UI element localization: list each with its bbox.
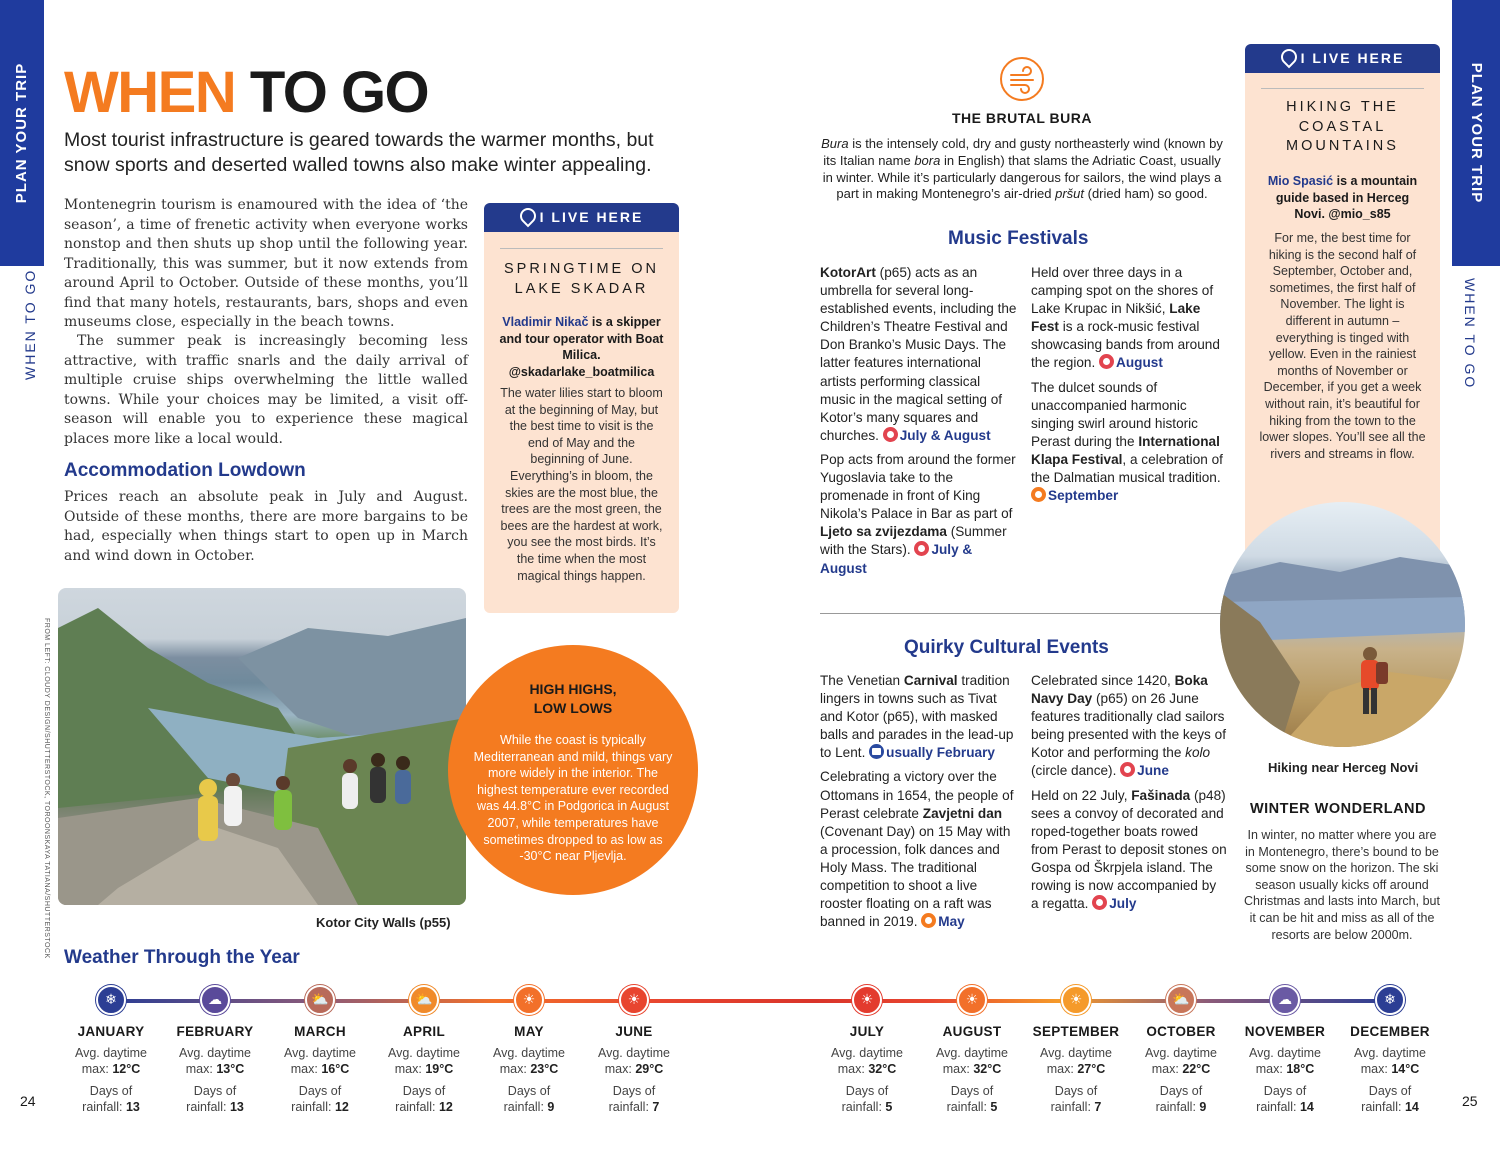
author-bio: is a mountain guide based in Herceg Novi. @mio_s85 [1275,174,1418,221]
sun-icon [619,985,649,1015]
sun-icon [1120,762,1135,777]
weather-heading: Weather Through the Year [64,947,300,968]
sun-icon [1061,985,1091,1015]
music-column-left [820,264,1018,584]
max-label: max: [499,1062,527,1076]
event-when: June [1137,763,1169,779]
intro-text: Most tourist infrastructure is geared towards the warmer months, but snow sports and deserted walled towns also make winter appealing. [64,129,654,176]
month-name: FEBRUARY [176,1024,254,1039]
max-temp: 32°C [973,1062,1002,1076]
max-label: max: [1360,1062,1388,1076]
author-name: Vladimir Nikač [502,315,589,329]
when-to-go-side-label: WHEN TO GO [22,268,38,380]
snow-icon [1375,985,1405,1015]
month-october [1126,985,1236,1115]
plan-your-trip-tab-label: PLAN YOUR TRIP [13,62,30,204]
month-november [1230,985,1340,1115]
rain-days: 13 [125,1100,140,1114]
month-name: OCTOBER [1146,1024,1216,1039]
live-text-hiking: For me, the best time for hiking is the second half of September, October and, sometimes, the first half of November. The light is different in autumn – everything is tinged with yellow. Even in the rainiest months of November or December, if you get a week without rain, it’s beautiful for hiking from the town to the lower slopes. You’ll see all the rivers and streams in flow. [1259,231,1426,461]
event-date [883,428,991,443]
high-highs-title: HIGH HIGHS, LOW LOWS [529,681,617,716]
month-name: DECEMBER [1350,1024,1430,1039]
days-label: Days of [402,1084,446,1098]
month-rain [812,1083,922,1115]
month-temp [1230,1045,1340,1077]
event-date [1031,488,1118,503]
live-title-skadar: SPRINGTIME ON LAKE SKADAR [503,261,659,297]
event-text: (circle dance). [1031,763,1117,779]
avg-label: Avg. daytime [178,1046,252,1060]
event-date [921,914,964,929]
rain-label: rainfall: [1050,1100,1091,1114]
event-text: (Covenant Day) on 15 May with a procession, folk dances and Holy Mass. The traditional competition to shoot a live rooster floating on a raft was banned in 2019. [820,823,1011,930]
event-date [1120,763,1169,778]
weather-glyph: ❄ [1384,992,1396,1008]
i-live-here-label: I LIVE HERE [1300,50,1405,66]
month-rain [265,1083,375,1115]
days-label: Days of [193,1084,237,1098]
avg-label: Avg. daytime [597,1046,671,1060]
cloud-sun-icon [305,985,335,1015]
quirky-column-right [1031,672,1227,919]
rain-days: 12 [334,1100,349,1114]
event-text: Held over three days in a camping spot on the shores of Lake Krupac in Nikšić, [1031,265,1214,317]
title-to-go: TO GO [249,60,429,125]
event-text: Celebrating a victory over the Ottomans in 1654, the people of Perast celebrate [820,769,1014,821]
bura-word: Bura [821,136,849,151]
kolo-word: kolo [1185,745,1211,761]
month-name: AUGUST [942,1024,1002,1039]
max-temp: 32°C [868,1062,897,1076]
month-march [265,985,375,1115]
event-when: July & August [820,542,973,576]
month-may [474,985,584,1115]
live-text-skadar: The water lilies start to bloom at the beginning of May, but the best time to visit is the end of May and the beginning of June. Everything’s in bloom, the skies are the most blue, the trees are the most green, the bees are the hardest at work, you see the most birds. It’s the time when the most magical things happen. [500,386,663,583]
calendar-icon [869,744,884,759]
sun-icon [852,985,882,1015]
event-date [1099,355,1163,370]
body-paragraph-2: The summer peak is increasingly becoming less attractive, with traffic snarls and the daily arrival of multiple cruise ships overwhelming the little walled towns. While your choices may be limited, a visit off-season will enable you to experience these magical places more like a local would. [64,333,468,447]
location-pin-icon [516,205,539,228]
sun-icon [914,541,929,556]
month-rain [917,1083,1027,1115]
avg-label: Avg. daytime [1353,1046,1427,1060]
event-name: KotorArt [820,265,876,280]
landscape-illustration [58,588,466,905]
live-author-hiking [1259,173,1426,223]
photo-caption-kotor: Kotor City Walls (p55) [316,915,451,930]
month-april [369,985,479,1115]
high-highs-text: While the coast is typically Mediterranean and mild, things vary more widely in the interior. The highest temperature ever recorded was 44.8°C in Podgorica in August 2007, while temperatures have sometimes dropped to as low as -30°C near Pljevlja. [473,733,673,864]
live-title-hiking: HIKING THE COASTAL MOUNTAINS [1286,99,1399,154]
sun-icon [957,985,987,1015]
quirky-item-boka [1031,672,1227,781]
month-rain [1126,1083,1236,1115]
month-rain [1335,1083,1445,1115]
days-label: Days of [845,1084,889,1098]
wind-icon [1000,57,1044,101]
live-author-skadar [496,314,667,380]
days-label: Days of [507,1084,551,1098]
max-temp: 12°C [112,1062,141,1076]
rain-days: 7 [652,1100,660,1114]
photo-caption-hiking: Hiking near Herceg Novi [1268,760,1419,775]
sun-icon [1099,354,1114,369]
plan-your-trip-tab-right[interactable] [1452,0,1500,266]
rain-days: 7 [1094,1100,1102,1114]
month-rain [160,1083,270,1115]
avg-label: Avg. daytime [1248,1046,1322,1060]
sun-icon [883,427,898,442]
bura-text-1: is the intensely cold, dry and gusty northeasterly wind (known by its Italian name [823,136,1223,168]
rain-days: 5 [885,1100,893,1114]
event-text: (p65) acts as an umbrella for several long-established events, including the Children’s Theatre Festival and Don Branko’s Music Days. The latter features international artists performing classical music in the magical setting of Kotor’s many squares and churches. [820,265,1017,443]
quirky-events-heading: Quirky Cultural Events [904,637,1109,658]
event-text: (Summer with the Stars). [820,524,1007,558]
month-january [56,985,166,1115]
rain-label: rainfall: [186,1100,227,1114]
rain-days: 9 [1199,1100,1207,1114]
music-item-lake-fest [1031,264,1227,373]
month-july [812,985,922,1115]
event-name: Lake Fest [1031,301,1201,335]
event-text: Celebrated since 1420, [1031,673,1175,688]
month-rain [56,1083,166,1115]
max-temp: 14°C [1391,1062,1420,1076]
event-text: is a rock-music festival showcasing bands from around the region. [1031,319,1220,371]
max-temp: 27°C [1077,1062,1106,1076]
avg-label: Avg. daytime [74,1046,148,1060]
month-name: JUNE [615,1024,653,1039]
rain-cloud-icon [1270,985,1300,1015]
month-temp [812,1045,922,1077]
accommodation-text: Prices reach an absolute peak in July and August. Outside of these months, there are more bargains to be had, especially when things start to open up in March and wind down in October. [64,489,468,564]
bura-title: THE BRUTAL BURA [952,110,1092,126]
month-temp [1021,1045,1131,1077]
weather-glyph: ☀ [627,992,641,1008]
rain-cloud-icon [200,985,230,1015]
max-temp: 18°C [1286,1062,1315,1076]
rain-days: 12 [438,1100,453,1114]
month-name: JANUARY [77,1024,145,1039]
event-text: The dulcet sounds of unaccompanied harmonic singing swirl around historic Perast during the [1031,379,1198,449]
bura-text-3: (dried ham) so good. [1084,186,1208,202]
days-label: Days of [950,1084,994,1098]
avg-label: Avg. daytime [830,1046,904,1060]
title-when: WHEN [64,60,236,125]
body-paragraph-1: Montenegrin tourism is enamoured with the idea of ‘the season’, a time of frenetic activity when everyone works nonstop and then shuts up shop until the following year. Traditionally, this was summer, but it now extends from around April to October. Outside of these months, you’ll find that many hotels, restaurants, bars, shops and even museums close, especially in the beach towns. [64,197,468,330]
month-february [160,985,270,1115]
sun-icon [921,913,936,928]
location-pin-icon [1277,46,1300,69]
max-temp: 16°C [321,1062,350,1076]
page-number-left: 24 [20,1093,36,1109]
event-when: July [1109,896,1137,912]
month-name: APRIL [403,1024,445,1039]
month-temp [474,1045,584,1077]
max-label: max: [837,1062,865,1076]
music-item-ljeto [820,451,1018,578]
month-name: MARCH [294,1024,346,1039]
bura-text-2: in English) that slams the Adriatic Coast, usually in winter. While it’s particularly dangerous for sailors, the wind plays a part in making Montenegro’s air-dried [822,152,1222,202]
month-rain [369,1083,479,1115]
avg-label: Avg. daytime [492,1046,566,1060]
sun-icon [1031,487,1046,502]
mountain-illustration [1220,502,1465,747]
days-label: Days of [1054,1084,1098,1098]
month-september [1021,985,1131,1115]
sun-icon [1092,895,1107,910]
month-december [1335,985,1445,1115]
wind-glyph [1002,59,1042,99]
month-name: NOVEMBER [1244,1024,1326,1039]
weather-glyph: ☁ [208,992,222,1008]
rain-label: rainfall: [946,1100,987,1114]
month-temp [1335,1045,1445,1077]
max-label: max: [394,1062,422,1076]
event-date [1092,896,1136,911]
event-text: (p48) sees a convoy of decorated and roped-together boats rowed from Perast to deposit stones on Gospa od Škrpjela island. The rowing is now accompanied by a regatta. [1031,787,1227,912]
event-text: (p65) on 26 June features traditionally clad sailors being presented with the keys of Kotor and performing the [1031,691,1226,761]
month-temp [1126,1045,1236,1077]
max-temp: 22°C [1182,1062,1211,1076]
event-name: Carnival [903,673,958,688]
days-label: Days of [1159,1084,1203,1098]
rain-days: 14 [1404,1100,1419,1114]
event-when: usually February [886,745,995,761]
i-live-here-box-skadar [484,203,679,613]
month-rain [1230,1083,1340,1115]
when-to-go-side-label: WHEN TO GO [1462,278,1478,390]
event-text: Held on 22 July, [1031,787,1132,803]
weather-glyph: ⛅ [415,992,433,1008]
max-temp: 19°C [425,1062,454,1076]
music-festivals-heading: Music Festivals [948,228,1089,249]
weather-glyph: ❄ [105,992,117,1008]
weather-glyph: ☀ [1069,992,1083,1008]
month-temp [56,1045,166,1077]
max-label: max: [81,1062,109,1076]
music-item-kotorart [820,264,1018,445]
weather-glyph: ☁ [1278,992,1292,1008]
divider [500,248,663,249]
quirky-item-carnival [820,672,1020,762]
max-label: max: [1151,1062,1179,1076]
max-label: max: [1046,1062,1074,1076]
event-when: August [1116,355,1163,371]
rain-label: rainfall: [1256,1100,1297,1114]
max-label: max: [1255,1062,1283,1076]
winter-text: In winter, no matter where you are in Montenegro, there’s bound to be some snow on the horizon. The ski season usually kicks off around Christmas and lasts into March, but it can be hit and miss as all of the resorts are below 2000m. [1244,828,1440,942]
avg-label: Avg. daytime [1039,1046,1113,1060]
event-text: Pop acts from around the former Yugoslavia take to the promenade in front of King Nikola’s Palace in Bar as part of [820,451,1016,522]
max-temp: 13°C [216,1062,245,1076]
rain-label: rainfall: [503,1100,544,1114]
avg-label: Avg. daytime [387,1046,461,1060]
hiking-photo [1220,502,1465,747]
event-text: , a celebration of the Dalmatian musical tradition. [1031,451,1223,486]
month-temp [579,1045,689,1077]
event-text: tradition lingers in towns such as Tivat and Kotor (p65), with masked balls and parades in the lead-up to Lent. [820,673,1014,761]
bura-text [818,136,1226,203]
winter-title: WINTER WONDERLAND [1249,801,1427,817]
quirky-item-zavjetni [820,768,1020,931]
prsut-word: pršut [1055,186,1085,202]
month-rain [474,1083,584,1115]
avg-label: Avg. daytime [283,1046,357,1060]
rain-label: rainfall: [1155,1100,1196,1114]
page-title [64,56,428,130]
avg-label: Avg. daytime [935,1046,1009,1060]
rain-label: rainfall: [841,1100,882,1114]
max-temp: 29°C [635,1062,664,1076]
quirky-item-fasinada [1031,787,1227,914]
sun-icon [514,985,544,1015]
bora-word: bora [914,152,941,168]
snow-icon [96,985,126,1015]
rain-days: 14 [1299,1100,1314,1114]
max-label: max: [942,1062,970,1076]
rain-days: 9 [547,1100,555,1114]
author-bio: is a skipper and tour operator with Boat Milica. @skadarlake_boatmilica [499,315,664,379]
month-name: MAY [514,1024,544,1039]
section-divider [820,613,1222,614]
days-label: Days of [612,1084,656,1098]
page-number-right: 25 [1462,1093,1478,1109]
max-label: max: [604,1062,632,1076]
event-name: Fašinada [1131,787,1191,803]
month-temp [917,1045,1027,1077]
author-name: Mio Spasić [1267,174,1334,188]
rain-days: 5 [990,1100,998,1114]
month-temp [160,1045,270,1077]
month-august [917,985,1027,1115]
plan-your-trip-tab-label: PLAN YOUR TRIP [1468,62,1485,204]
event-when: July & August [899,427,991,443]
rain-label: rainfall: [395,1100,436,1114]
month-name: SEPTEMBER [1032,1024,1120,1039]
event-name: International Klapa Festival [1031,433,1220,467]
days-label: Days of [89,1084,133,1098]
photo-credit: FROM LEFT: CLOUDY DESIGN/SHUTTERSTOCK, TOROONSKAYA TATIANA/SHUTTERSTOCK [43,618,50,959]
i-live-here-header [1245,44,1440,73]
weather-glyph: ☀ [965,992,979,1008]
max-label: max: [185,1062,213,1076]
month-temp [369,1045,479,1077]
quirky-column-left [820,672,1020,937]
event-when: May [938,914,965,930]
kotor-city-walls-photo [58,588,466,905]
event-name: Ljeto sa zvijezdama [820,524,947,540]
event-name: Boka Navy Day [1031,673,1208,707]
accommodation-heading: Accommodation Lowdown [64,460,306,481]
max-temp: 23°C [530,1062,559,1076]
month-rain [579,1083,689,1115]
month-june [579,985,689,1115]
plan-your-trip-tab-left[interactable] [0,0,44,266]
i-live-here-header [484,203,679,232]
event-name: Zavjetni dan [922,805,1003,821]
month-name: JULY [849,1024,885,1039]
max-label: max: [290,1062,318,1076]
avg-label: Avg. daytime [1144,1046,1218,1060]
rain-label: rainfall: [82,1100,123,1114]
rain-label: rainfall: [291,1100,332,1114]
days-label: Days of [298,1084,342,1098]
month-rain [1021,1083,1131,1115]
rain-label: rainfall: [608,1100,649,1114]
weather-glyph: ⛅ [311,992,329,1008]
event-text: The Venetian [820,673,904,688]
weather-glyph: ☀ [860,992,874,1008]
weather-glyph: ⛅ [1172,992,1190,1008]
days-label: Days of [1263,1084,1307,1098]
cloud-sun-icon [409,985,439,1015]
event-when: September [1048,488,1119,504]
cloud-sun-icon [1166,985,1196,1015]
music-column-right [1031,264,1227,511]
i-live-here-label: I LIVE HERE [539,209,644,225]
rain-days: 13 [229,1100,244,1114]
rain-label: rainfall: [1361,1100,1402,1114]
days-label: Days of [1368,1084,1412,1098]
divider [1261,88,1424,89]
music-item-klapa [1031,379,1227,506]
event-date [869,745,995,760]
month-temp [265,1045,375,1077]
weather-glyph: ☀ [522,992,536,1008]
